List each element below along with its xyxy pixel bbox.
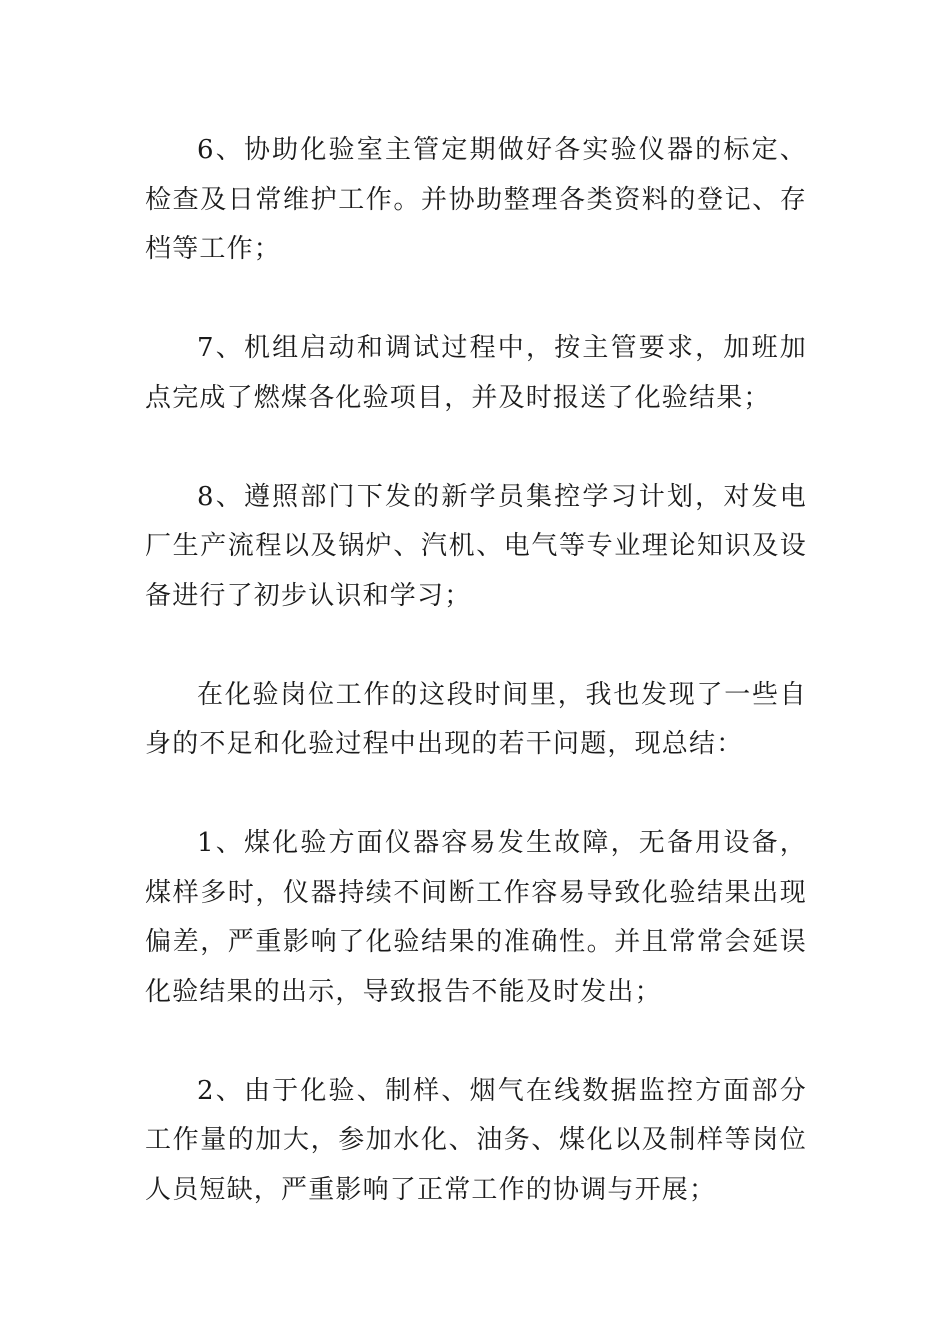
paragraph-problem-2: 2、由于化验、制样、烟气在线数据监控方面部分工作量的加大，参加水化、油务、煤化以及制样等岗位人员短缺，严重影响了正常工作的协调与开展； — [145, 1075, 807, 1205]
paragraph-item-8: 8、遵照部门下发的新学员集控学习计划，对发电厂生产流程以及锅炉、汽机、电气等专业理论知识及设备进行了初步认识和学习； — [145, 481, 807, 611]
paragraph-item-7: 7、机组启动和调试过程中，按主管要求，加班加点完成了燃煤各化验项目，并及时报送了化验结果； — [145, 333, 807, 413]
paragraph-item-6: 6、协助化验室主管定期做好各实验仪器的标定、检查及日常维护工作。并协助整理各类资料的登记、存档等工作； — [145, 135, 807, 264]
document-body — [145, 126, 807, 1215]
paragraph-problem-1: 1、煤化验方面仪器容易发生故障，无备用设备，煤样多时，仪器持续不间断工作容易导致化验结果出现偏差，严重影响了化验结果的准确性。并且常常会延误化验结果的出示，导致报告不能及时发出； — [145, 828, 807, 1007]
paragraph-summary-intro: 在化验岗位工作的这段时间里，我也发现了一些自身的不足和化验过程中出现的若干问题，现总结： — [145, 679, 807, 759]
